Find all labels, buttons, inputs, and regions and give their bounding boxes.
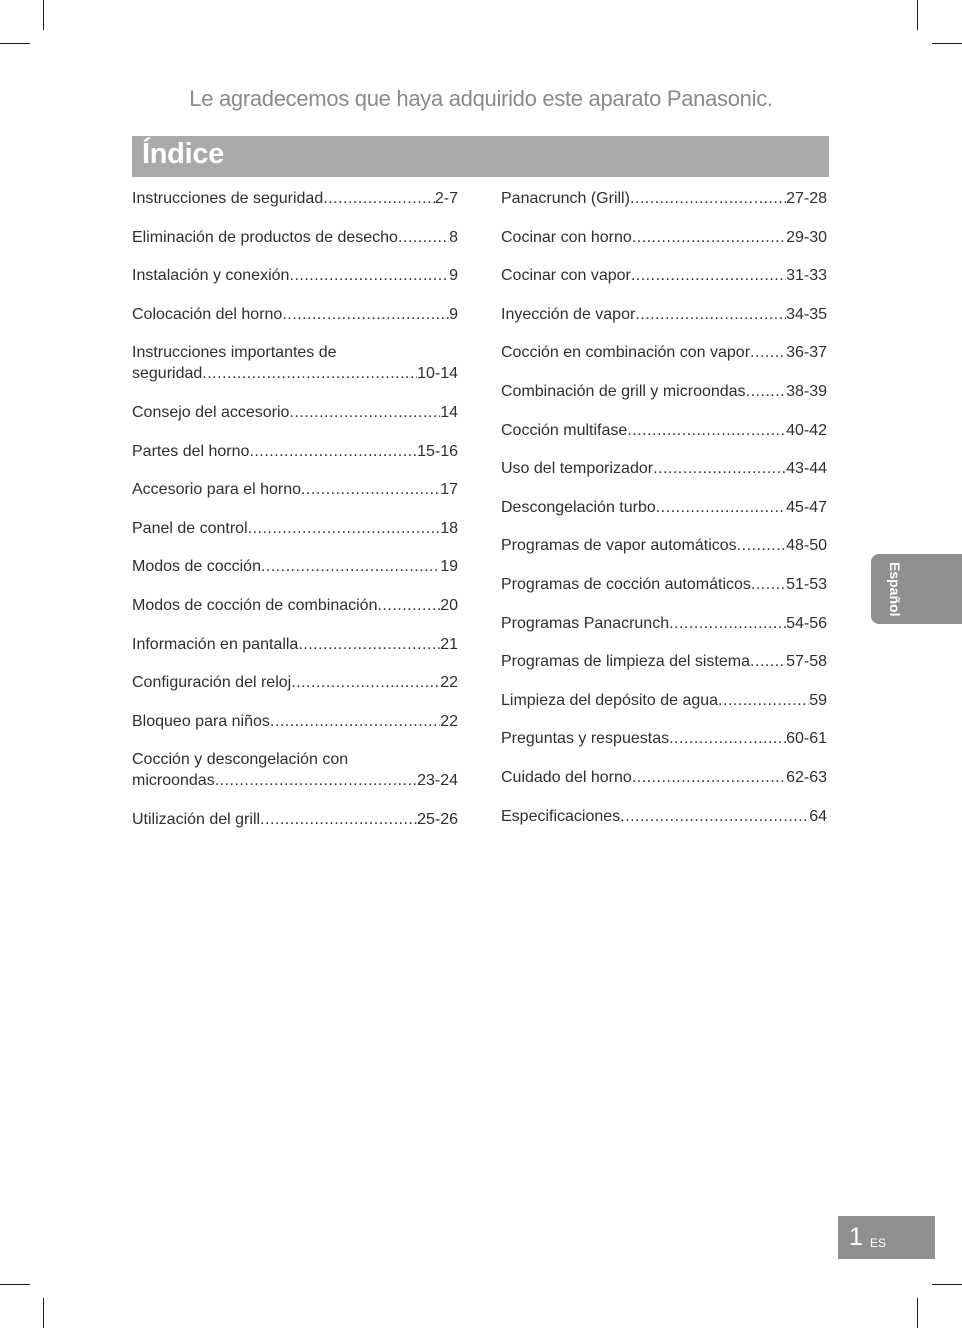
toc-entry-page: 22 <box>440 712 458 730</box>
toc-leader-dots <box>248 518 441 539</box>
toc-entry-page: 25-26 <box>417 810 458 828</box>
crop-mark <box>932 1284 962 1285</box>
toc-entry[interactable] <box>501 690 827 711</box>
crop-mark <box>917 0 918 30</box>
toc-entry-page: 34-35 <box>786 305 827 323</box>
toc-leader-dots <box>289 402 440 423</box>
toc-leader-dots <box>737 535 786 556</box>
toc-entry-label: Consejo del accesorio <box>132 403 290 421</box>
toc-entry-label: Bloqueo para niños <box>132 712 270 730</box>
toc-entry-page: 57-58 <box>786 653 827 671</box>
crop-mark <box>43 0 44 30</box>
toc-entry-label: Instrucciones de seguridad <box>132 190 324 207</box>
toc-entry-label: Preguntas y respuestas <box>501 730 670 748</box>
toc-entry-label: Especificaciones <box>501 807 621 825</box>
page-lang-code: ES <box>870 1236 887 1250</box>
page-number-box <box>838 1216 935 1259</box>
toc-leader-dots <box>627 420 786 441</box>
toc-entry[interactable] <box>132 188 458 209</box>
toc-leader-dots <box>270 711 440 732</box>
toc-entry[interactable] <box>501 420 827 441</box>
toc-leader-dots <box>377 595 440 616</box>
toc-entry-label: Accesorio para el horno <box>132 481 301 499</box>
toc-entry[interactable] <box>132 634 458 655</box>
toc-entry-label: Colocación del horno <box>132 305 283 323</box>
toc-leader-dots <box>260 809 417 830</box>
page-number: 1 <box>849 1223 863 1251</box>
toc-entry-page: 45-47 <box>786 498 827 516</box>
toc-leader-dots <box>653 458 786 479</box>
index-title-bar <box>132 136 829 177</box>
toc-entry-page: 19 <box>440 558 458 576</box>
toc-leader-dots <box>291 672 440 693</box>
toc-entry[interactable] <box>501 227 827 248</box>
toc-entry-label: Utilización del grill <box>132 810 261 828</box>
toc-entry-page: 29-30 <box>786 228 827 246</box>
language-tab[interactable] <box>871 554 962 624</box>
toc-entry-label: Panacrunch (Grill) <box>501 190 630 207</box>
toc-entry-label: Limpieza del depósito de agua <box>501 691 719 709</box>
toc-entry-page: 22 <box>440 674 458 692</box>
toc-entry-label: Información en pantalla <box>132 635 299 653</box>
toc-entry[interactable] <box>132 809 458 830</box>
toc-leader-dots <box>282 304 449 325</box>
toc-entry-label: Programas de cocción automáticos <box>501 575 751 593</box>
toc-entry-label: Descongelación turbo <box>501 498 656 516</box>
toc-entry[interactable] <box>501 381 827 402</box>
thank-you-line: Le agradecemos que haya adquirido este aparato Panasonic. <box>189 86 773 111</box>
toc-leader-dots <box>631 265 786 286</box>
toc-entry-label: Eliminación de productos de desecho <box>132 228 398 246</box>
toc-leader-dots <box>656 497 786 518</box>
toc-entry[interactable] <box>501 535 827 556</box>
toc-entry[interactable] <box>132 711 458 732</box>
toc-entry-label: Panel de control <box>132 519 248 537</box>
toc-entry-page: 17 <box>440 481 458 499</box>
toc-entry-page: 38-39 <box>786 382 827 400</box>
toc-leader-dots <box>751 574 786 595</box>
toc-entry-page: 20 <box>440 596 458 614</box>
toc-entry-page: 27-28 <box>786 190 827 207</box>
toc-leader-dots <box>398 227 449 248</box>
toc-leader-dots <box>249 441 417 462</box>
toc-entry[interactable] <box>132 227 458 248</box>
toc-entry-page: 14 <box>440 403 458 421</box>
toc-leader-dots <box>261 556 440 577</box>
toc-entry-label: seguridad <box>132 365 203 383</box>
toc-entry[interactable] <box>501 304 827 325</box>
toc-entry-page: 15-16 <box>417 442 458 460</box>
toc-entry[interactable] <box>501 767 827 788</box>
toc-entry[interactable] <box>501 574 827 595</box>
toc-entry-label: Cuidado del horno <box>501 768 632 786</box>
toc-right-column <box>501 188 827 844</box>
toc-entry[interactable] <box>132 265 458 286</box>
toc-entry[interactable] <box>132 402 458 423</box>
toc-entry[interactable] <box>132 304 458 325</box>
toc-entry-page: 9 <box>449 305 458 323</box>
toc-leader-dots <box>632 767 786 788</box>
toc-entry-page: 36-37 <box>786 344 827 362</box>
toc-entry[interactable] <box>132 479 458 500</box>
toc-leader-dots <box>202 363 417 384</box>
toc-entry[interactable] <box>501 265 827 286</box>
toc-entry[interactable] <box>501 651 827 672</box>
crop-mark <box>932 43 962 44</box>
toc-entry-page: 40-42 <box>786 421 827 439</box>
crop-mark <box>0 43 30 44</box>
toc-entry-label: Partes del horno <box>132 442 250 460</box>
language-tab-label: Español <box>887 561 903 617</box>
toc-entry-page: 62-63 <box>786 768 827 786</box>
toc-entry-label-line1: Instrucciones importantes de <box>132 344 337 362</box>
toc-entry-page: 23-24 <box>417 772 458 790</box>
toc-entry-page: 48-50 <box>786 537 827 555</box>
toc-entry-label: Cocción multifase <box>501 421 628 439</box>
toc-entry[interactable] <box>501 806 827 827</box>
toc-entry[interactable] <box>132 749 458 791</box>
toc-entry-page: 31-33 <box>786 267 827 285</box>
toc-entry-label-line1: Cocción y descongelación con <box>132 751 349 769</box>
crop-mark <box>917 1298 918 1328</box>
toc-leader-dots <box>669 613 786 634</box>
toc-entry[interactable] <box>132 595 458 616</box>
toc-leader-dots <box>620 806 809 827</box>
toc-entry-page: 59 <box>809 691 827 709</box>
toc-leader-dots <box>301 479 440 500</box>
toc-entry-page: 54-56 <box>786 614 827 632</box>
toc-entry[interactable] <box>132 441 458 462</box>
toc-entry-label: Programas de vapor automáticos <box>501 537 737 555</box>
toc-entry[interactable] <box>501 613 827 634</box>
toc-entry[interactable] <box>501 458 827 479</box>
toc-entry[interactable] <box>132 518 458 539</box>
toc-entry-label: Combinación de grill y microondas <box>501 382 746 400</box>
toc-entry[interactable] <box>501 497 827 518</box>
toc-leader-dots <box>323 188 435 209</box>
toc-entry[interactable] <box>132 556 458 577</box>
toc-leader-dots <box>635 304 786 325</box>
toc-entry-page: 64 <box>809 807 827 825</box>
toc-entry-page: 21 <box>440 635 458 653</box>
toc-left-column <box>132 188 458 848</box>
toc-entry-label: Inyección de vapor <box>501 305 636 323</box>
toc-entry-label: microondas <box>132 772 215 790</box>
toc-leader-dots <box>298 634 440 655</box>
toc-entry-page: 8 <box>449 228 458 246</box>
toc-entry-page: 9 <box>449 267 458 285</box>
toc-leader-dots <box>750 342 786 363</box>
toc-entry-label: Configuración del reloj <box>132 674 292 692</box>
toc-entry-page: 2-7 <box>434 190 458 207</box>
toc-leader-dots <box>669 728 786 749</box>
toc-entry-label: Modos de cocción <box>132 558 261 576</box>
toc-leader-dots <box>630 188 786 209</box>
toc-entry[interactable] <box>501 188 827 209</box>
page-title: Índice <box>142 138 224 170</box>
toc-entry-label: Programas Panacrunch <box>501 614 670 632</box>
toc-entry-page: 10-14 <box>417 365 458 383</box>
toc-entry[interactable] <box>501 728 827 749</box>
toc-entry-label: Instalación y conexión <box>132 267 290 285</box>
toc-entry-page: 18 <box>440 519 458 537</box>
toc-entry-page: 51-53 <box>786 575 827 593</box>
toc-entry-page: 43-44 <box>786 460 827 478</box>
crop-mark <box>0 1284 30 1285</box>
toc-entry-label: Cocinar con horno <box>501 228 632 246</box>
toc-entry-page: 60-61 <box>786 730 827 748</box>
toc-entry-label: Cocinar con vapor <box>501 267 631 285</box>
toc-leader-dots <box>746 381 787 402</box>
toc-leader-dots <box>750 651 786 672</box>
toc-leader-dots <box>632 227 786 248</box>
toc-leader-dots <box>718 690 809 711</box>
toc-entry-label: Uso del temporizador <box>501 460 654 478</box>
toc-entry-label: Cocción en combinación con vapor <box>501 344 751 362</box>
toc-leader-dots <box>215 770 417 791</box>
toc-leader-dots <box>289 265 449 286</box>
toc-entry[interactable] <box>132 342 458 384</box>
crop-mark <box>43 1298 44 1328</box>
toc-entry-label: Programas de limpieza del sistema <box>501 653 750 671</box>
toc-entry[interactable] <box>501 342 827 363</box>
toc-entry-label: Modos de cocción de combinación <box>132 596 378 614</box>
toc-entry[interactable] <box>132 672 458 693</box>
